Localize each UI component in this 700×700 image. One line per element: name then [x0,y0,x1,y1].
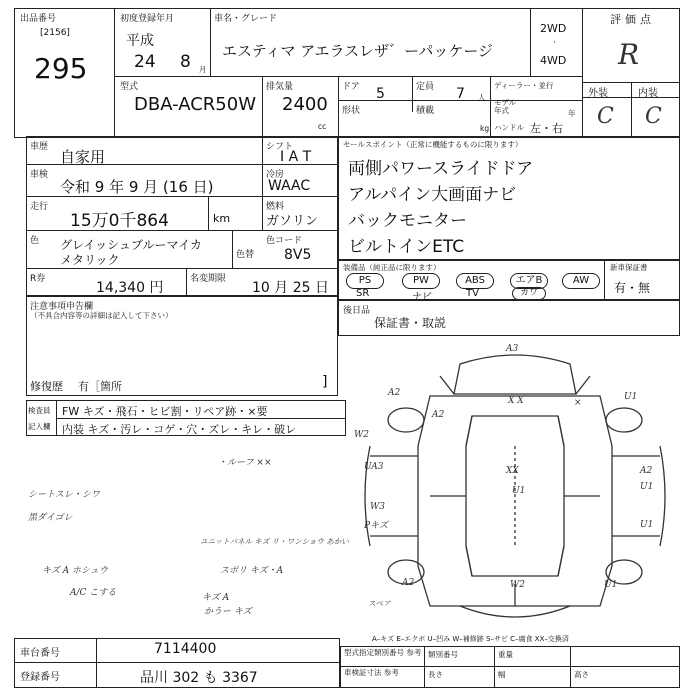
disp-label: 排気量 [266,82,294,92]
handle-label: ハンドル [494,123,524,132]
ac-label: 冷房 [266,170,285,180]
hand-note: キズ A ホシュウ [42,566,108,576]
damage-mark: X X [508,396,524,406]
damage-mark: U1 [604,580,618,590]
fuel-label: 燃料 [266,202,285,212]
reg-month: 8 [180,52,191,72]
equip-leather: カワ [512,287,546,300]
dims-height: 高さ [574,670,589,679]
name-label: 車名・グレード [214,14,278,24]
dims-label-1: 型式指定類別番号 参考 [344,648,422,657]
plate-value: 品川 302 も 3367 [140,670,258,686]
cap-label: 定員 [416,82,435,92]
dims-label-2: 車検証寸法 参考 [344,668,399,677]
damage-legend: A–キズ E–エクボ U–凹み W–補修跡 S–サビ C–腐食 XX–交換済 [372,635,569,643]
equip-sr: SR [356,288,370,299]
use-label: 車歴 [30,142,49,152]
sales-item: 両側パワースライドドア [348,159,534,179]
damage-mark: U1 [640,482,654,492]
inspect-value: 令和 9 年 9 月 (16 日) [60,178,214,196]
damage-mark: UA3 [364,462,384,472]
plate-label: 登録番号 [20,672,60,683]
damage-mark: A3 [506,344,519,354]
hand-note: A/C こする [70,588,117,598]
damage-mark: A2 [402,578,415,588]
ext-label: 外装 [588,88,608,99]
recycle-label: R券 [30,274,46,284]
mileage-unit: km [213,212,231,225]
model-year-unit: 年 [568,109,576,118]
car-name: エスティマ アエラスレザ゛ーパッケージ [222,42,494,60]
change-deadline: 10 月 25 日 [252,280,329,296]
equip-aw: AW [562,273,600,289]
dims-weight: 重量 [498,650,513,659]
color-value-2: メタリック [60,253,120,267]
color-code-label: 色コード [266,236,303,246]
cap-unit: 人 [478,93,486,102]
int-value: C [645,104,662,129]
dealer-label: ディーラー・並行 [494,81,554,90]
new-warranty-label: 新車保証書 [610,263,648,272]
damage-mark: U1 [640,520,654,530]
equip-airbag: エアB [510,273,548,289]
damage-mark: W3 [370,502,385,512]
inspector-label-2: 記入欄 [28,422,51,431]
doors-value: 5 [376,86,385,102]
reg-month-unit: 月 [199,65,207,74]
dims-type-no: 類別番号 [428,650,458,659]
hand-note: ユニットバネル キズ リ・ワンショウ あかい [200,537,349,546]
disp-value: 2400 [282,94,328,115]
dims-len: 長さ [428,670,443,679]
reg-year: 24 [134,52,156,72]
lot-number: 295 [34,52,88,85]
disp-unit: cc [318,122,327,131]
color-value-1: グレイッシュブルーマイカ [60,238,202,252]
cap-value: 7 [456,86,465,102]
equip-ps: PS [346,273,384,289]
shift-label: シフト [266,142,294,152]
damage-mark: A2 [388,388,401,398]
equip-tv: TV [466,288,479,299]
equip-abs: ABS [456,273,494,289]
damage-mark: W2 [354,430,369,440]
hand-note: キズ A [202,593,230,603]
damage-mark: U1 [512,486,526,496]
model-year-label: モデル 年式 [494,98,517,115]
shift-value: I A T [280,149,312,165]
equip-navi: ナビ [412,292,432,303]
grade-value: R [618,38,640,71]
hand-note: ・ルーフ ×× [218,458,272,468]
sales-item: アルパイン大画面ナビ [348,185,517,205]
drive-dot: · [553,38,556,48]
later-label: 後日品 [343,306,371,316]
damage-mark: W2 [510,580,525,590]
model-label: 型式 [120,82,139,92]
lot-code: [2156] [40,28,70,38]
repair-label: 修復歴 [30,380,63,393]
sales-label: セールスポイント（正常に機能するものに限ります） [343,140,523,149]
car-no-value: 7114400 [154,641,217,657]
color-swap-label: 色替 [236,250,255,260]
doors-label: ドア [342,82,360,92]
mileage-value: 15万0千864 [70,211,169,231]
damage-mark: A2 [432,410,445,420]
damage-mark: × [574,398,582,408]
hand-note: かうー キズ [204,607,252,617]
damage-mark: スペア [368,599,391,608]
int-label: 内装 [638,88,658,99]
hand-note: スポリ キズ・A [220,566,284,576]
later-value: 保証書・取説 [374,316,447,330]
damage-mark: A2 [640,466,653,476]
color-code: 8V5 [284,247,312,263]
sales-item: ビルトインETC [348,237,465,257]
damage-mark: U1 [624,392,638,402]
recycle-value: 14,340 円 [96,280,164,296]
drive-2wd: 2WD [540,22,567,35]
color-label: 色 [30,236,40,246]
ac-value: WAAC [268,178,311,194]
equip-pw: PW [402,273,440,289]
shape-label: 形状 [342,106,361,116]
ext-value: C [597,104,614,129]
inspector-label-1: 検査員 [28,406,51,415]
notes-sub: （不具合内容等の詳細は記入して下さい） [30,311,173,320]
inspect-label: 車検 [30,170,49,180]
load-unit: kg [480,124,490,133]
fuel-value: ガソリン [266,214,319,229]
inspector-line-2: 内装 キズ・汚レ・コゲ・穴・ズレ・キレ・破レ [62,423,297,436]
lot-label: 出品番号 [20,14,57,24]
model-value: DBA-ACR50W [134,94,257,115]
reg-label: 初度登録年月 [120,14,175,24]
grade-label: 評価点 [610,13,655,26]
sales-item: バックモニター [348,211,467,231]
load-label: 積載 [416,106,435,116]
notes-label: 注意事項申告欄 [30,302,94,312]
change-label: 名変期限 [190,274,227,284]
hand-note: 黒ダイゴレ [28,513,73,523]
inspector-line-1: FW キズ・飛石・ヒビ割・リペア跡・×要 [62,405,268,418]
repair-value: 有［箇所 [78,380,122,393]
car-no-label: 車台番号 [20,648,60,659]
dims-width: 幅 [498,670,506,679]
mileage-label: 走行 [30,202,49,212]
use-value: 自家用 [60,148,106,166]
new-warranty-value: 有・無 [614,281,651,295]
damage-mark: XX [506,466,519,476]
damage-mark: Pキズ [364,521,388,531]
equip-label: 装備品（純正品に限ります） [343,263,441,272]
drive-4wd: 4WD [540,54,567,67]
reg-era: 平成 [126,33,154,49]
hand-note: シートスレ・シワ [28,490,100,500]
handle-value: 左・右 [530,122,563,135]
